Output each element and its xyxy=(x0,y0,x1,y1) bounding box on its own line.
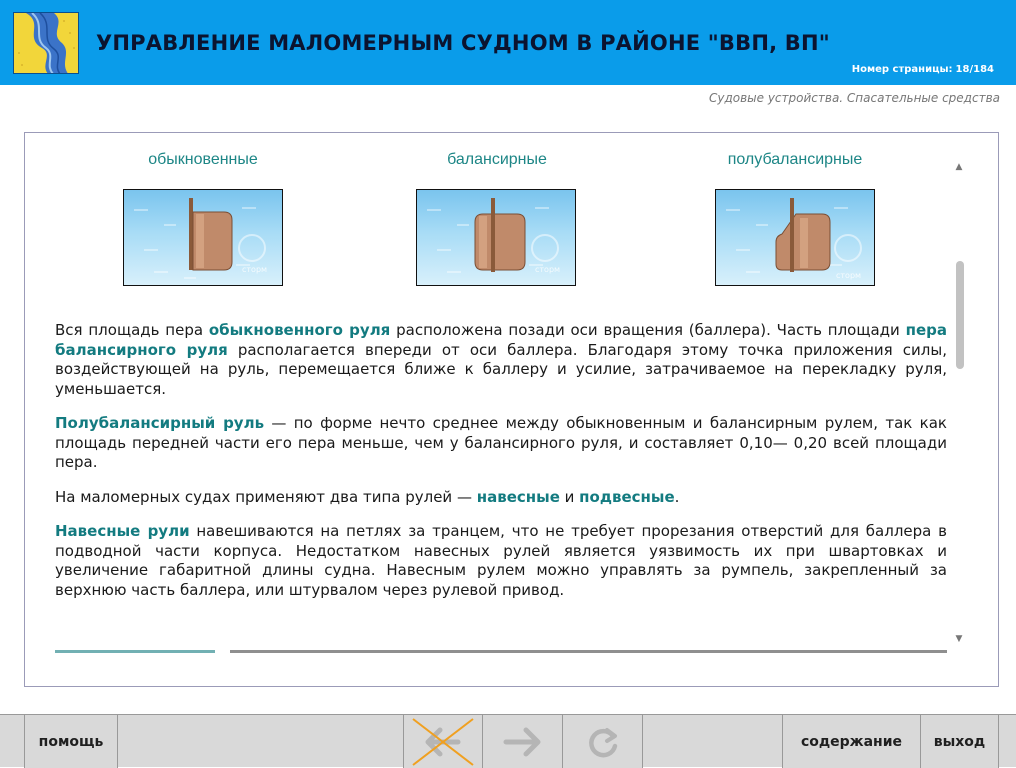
rudder-label-ordinary: обыкновенные xyxy=(148,151,258,168)
rudder-label-balanced: балансирные xyxy=(447,151,547,168)
header-bar xyxy=(0,0,1016,85)
exit-button[interactable] xyxy=(920,715,999,768)
term-hinged-rudders: Навесные рули xyxy=(55,522,190,540)
app-title: УПРАВЛЕНИЕ МАЛОМЕРНЫМ СУДНОМ В РАЙОНЕ "ВВП, ВП" xyxy=(96,31,830,55)
rudder-column-ordinary xyxy=(123,151,283,169)
ordinary-rudder-image xyxy=(123,189,283,286)
section-breadcrumb: Судовые устройства. Спасательные средства xyxy=(708,91,1000,105)
river-map-logo-icon xyxy=(13,12,79,74)
page-number-value: 18/184 xyxy=(955,64,994,75)
refresh-button[interactable] xyxy=(563,715,643,768)
back-arrow-disabled-icon xyxy=(408,717,478,767)
contents-button-label: содержание xyxy=(800,733,903,750)
balanced-rudder-image xyxy=(416,189,576,286)
refresh-icon xyxy=(583,722,623,762)
term-balanced-rudder-blade: пера балансирного руля xyxy=(55,321,947,359)
term-hinged: навесные xyxy=(476,487,560,506)
rudder-column-balanced xyxy=(417,151,577,169)
rudder-label-semi-balanced: полубалансирные xyxy=(727,151,863,168)
content-scrollbar[interactable] xyxy=(953,161,965,645)
watermark-text: сторм xyxy=(535,265,561,274)
back-button[interactable] xyxy=(403,715,483,768)
article-text xyxy=(55,321,947,615)
rudder-column-semi-balanced xyxy=(715,151,875,169)
paragraph-1: Вся площадь пера обыкновенного руля расположена позади оси вращения (баллера). Часть площади пера балансирного руля располагается впереди от оси баллера. Благодаря этому точка приложения силы, воздействующей на руль, перемещается ближе к баллеру и усилие, затрачиваемое на перекладку руля, уменьшается. xyxy=(55,321,947,398)
content-scroll-area[interactable] xyxy=(55,133,947,653)
page-number-label: Номер страницы: xyxy=(851,64,953,75)
help-button-label: помощь xyxy=(38,733,104,750)
forward-button[interactable] xyxy=(483,715,563,768)
exit-button-label: выход xyxy=(933,733,986,750)
scroll-down-arrow-icon[interactable]: ▼ xyxy=(955,634,963,644)
scroll-up-arrow-icon[interactable]: ▲ xyxy=(955,162,963,172)
term-semi-balanced-rudder: Полубалансирный руль xyxy=(55,414,265,432)
term-suspended: подвесные xyxy=(579,487,675,506)
semi-balanced-rudder-image xyxy=(715,189,875,286)
watermark-text: сторм xyxy=(836,271,862,280)
forward-arrow-icon xyxy=(498,722,548,762)
watermark-text: сторм xyxy=(242,265,268,274)
content-frame xyxy=(24,132,999,687)
paragraph-4: Навесные рули навешиваются на петлях за транцем, что не требует прорезания отверстий для баллера в подводной части корпуса. Недостатком навесных рулей является уязвимость их при швартовках и увеличение габаритной длины судна. Навесным рулем можно управлять за румпель, закрепленный за верхнюю часть баллера, или штурвалом через рулевой привод. xyxy=(55,522,947,599)
contents-button[interactable] xyxy=(782,715,921,768)
scroll-track[interactable] xyxy=(955,177,963,629)
clipped-next-line xyxy=(55,648,947,653)
term-ordinary-rudder: обыкновенного руля xyxy=(208,321,391,339)
help-button[interactable] xyxy=(24,715,118,768)
page-number xyxy=(849,64,994,75)
paragraph-2: Полубалансирный руль — по форме нечто среднее между обыкновенным и балансирным рулем, так как площадь передней части его пера меньше, чем у балансирного руля, и составляет 0,10— 0,20 всей площади пера. xyxy=(55,414,947,471)
scroll-thumb[interactable] xyxy=(956,261,964,369)
paragraph-3: На маломерных судах применяют два типа рулей — навесные и подвесные. xyxy=(55,487,680,506)
bottom-toolbar xyxy=(0,714,1016,767)
